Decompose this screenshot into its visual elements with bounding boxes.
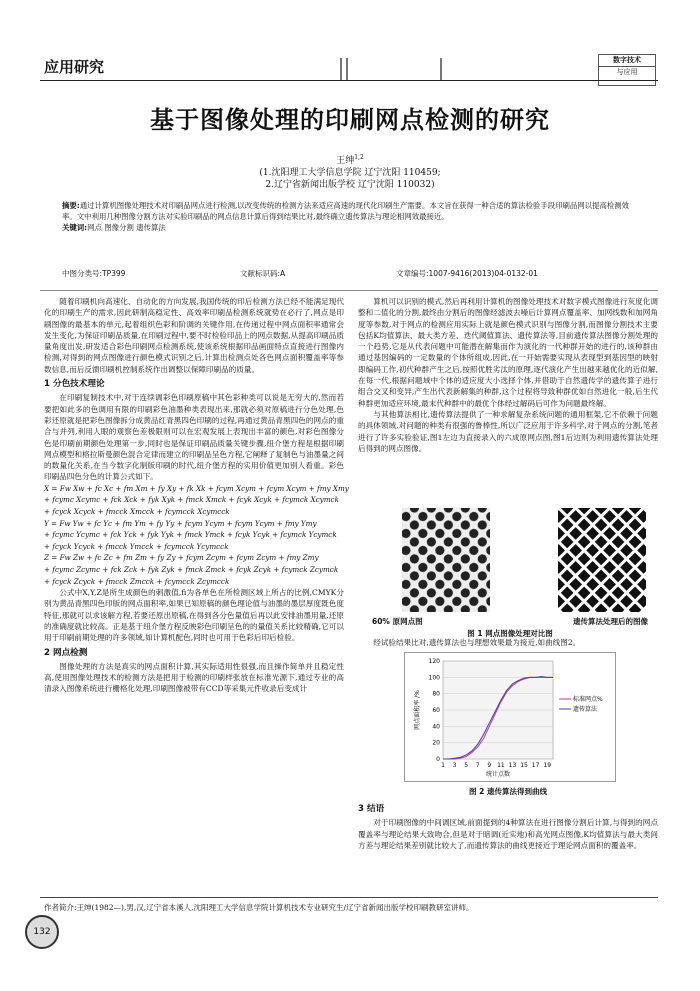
left-column xyxy=(44,296,349,695)
legend-label: 标准网点% xyxy=(573,696,603,703)
doc-code: 文献标识码:A xyxy=(240,269,286,278)
section-2-paragraph: 图像处理的方法是真实的网点面积计算,其实际适用性很强,而且操作简单并且稳定性高,使用图像处理技术的检测方法是把用于检测的印刷样张放在标准光源下,通过专业的高清录入图像系统进行栅格化处理,印刷图像被带有CCD等采集元件收录后变成计 xyxy=(44,661,344,694)
right-paragraph-1: 算机可以识别的模式,然后再利用计算机的图像处理技术对数字模式图像进行灰度化调整和二值化的分割,最终由分割后的图像经滤波去噪后计算网点覆盖率、加网线数和加网角度等参数,对于网点的检测应用实际上就是颜色模式识别与图像分割,而图像分割技术主要包括K均值算法、最大类方差、迭代阈值算法、遗传算法等,目前遗传算法图像分割处理的一个趋势,它是从代表问题中可能潜在解集而作为演化的一代种群开始的进行的,该种群由通过基因编码的一定数量的个体所组成,因此,在一开始需要实现从表现型到基因型的映射即编码工作,初代种群产生之后,按照优胜劣汰的原理,逐代演化产生出越来越优化的近似解,在每一代,根据问题域中个体的适应度大小选择个体,并借助于自然遗传学的遗传算子进行组合交叉和变异,产生出代表新解集的种群,这个过程将导致种群优如自然进化一般,后生代种群更加适应环境,最末代种群中的最优个体经过解码后可作为问题最终解。 xyxy=(358,297,658,408)
legend-label: 遗传算法 xyxy=(573,706,598,713)
figure-1 xyxy=(372,508,648,639)
x-axis-label: 统计点数 xyxy=(485,771,511,778)
right-paragraph-3: 经试验结果比对,遗传算法也与理想效果最为接近,如曲线图2。 xyxy=(373,638,581,647)
section-label: 应用研究 xyxy=(44,58,105,76)
article-number: 文章编号:1007-9416(2013)04-0132-01 xyxy=(396,269,538,278)
formula-explanation: 公式中X,Y,Z是所生成颜色的刺激值,fi为各单色在所检测区域上所占的比例,CMYK分别为黄品青黑四色印版的网点面积率,如果已知原稿的颜色理论值与油墨的墨层厚度既色度特征,那就可以求该解方程,若要还原出原稿,在得到各分色量值后再以此安排油墨用量,还原的准确度就比较高。正是基于纽介堡方程反映彩色印刷呈色的的量值关系比较精确,它可以用于印刷前期处理的许多领域,如计算机配色,同时也可用于色彩后印后检验。 xyxy=(44,588,344,643)
badge-top: 数字技术 xyxy=(599,55,655,67)
formula-line: + fcymc Xcymc + fck Xck + fyk Xyk + fmck Xmck + fcyk Xcyk + fcymck Xcymck xyxy=(44,495,339,505)
formula-line: + fcyck Zcyck + fmcck Zmcck + fcymcck Zcymcck xyxy=(44,576,230,586)
abstract-text: 通过计算机图像处理技术对印刷品网点进行检测,以改变传统的检测方法来适应高速的现代化印刷生产需要。本文旨在获得一种合适的算法检验手段印刷品网以提高检测效率。文中利用几种图像分割方法对实验印刷品的网点信息计算后得到结果比对,最终确立遗传算法与理论相网效最接近。 xyxy=(62,201,630,221)
x-tick-label: 5 xyxy=(464,762,469,769)
y-tick-label: 60 xyxy=(432,707,440,714)
y-tick-label: 120 xyxy=(428,658,440,665)
journal-badge xyxy=(598,54,656,86)
x-tick-label: 11 xyxy=(497,762,505,769)
formula-line: Z = Fw Zw + fc Zc + fm Zm + fy Zy + fcym Zcym + fcym Zcym + fmy Zmy xyxy=(44,553,319,563)
formula-line: + fcyck Ycyck + fmcck Ymcck + fcymcck Ycymcck xyxy=(44,541,229,551)
section-1-heading: 1 分色技术理论 xyxy=(44,379,105,390)
y-tick-label: 80 xyxy=(432,690,440,698)
figure-1-images xyxy=(372,508,648,612)
y-tick-label: 0 xyxy=(436,756,440,763)
y-tick-label: 20 xyxy=(432,739,440,747)
processed-dot-image xyxy=(558,508,646,612)
right-paragraph-2: 与其他算法相比,遗传算法提供了一种求解复杂系统问题的通用框架,它不依赖于问题的具体领域,对问题的种类有很强的鲁棒性,所以广泛应用于许多科学,对于网点的分割,笔者进行了许多实验验证,图1左边为直接录入的六成原网点图,图1后边则为利用遗传算法处理后得到的网点图像。 xyxy=(358,409,658,453)
clc-number: 中图分类号:TP399 xyxy=(62,269,126,278)
section-2-heading: 2 网点检测 xyxy=(44,647,88,658)
keywords-label: 关键词: xyxy=(62,223,88,232)
footer-rule xyxy=(40,897,658,898)
meta-separator xyxy=(40,290,658,291)
x-tick-label: 1 xyxy=(441,762,445,769)
abstract xyxy=(62,200,642,233)
affiliation-1: (1.沈阳理工大学信息学院 辽宁沈阳 110459; xyxy=(259,168,441,178)
author-block xyxy=(0,152,700,191)
section-1-paragraph: 在印刷复制技术中,对于连续调彩色印刷原稿中其色彩种类可以说是无穷大的,然而若要把如此多的色调用有限的印刷彩色油墨种类表现出来,那就必须对原稿进行分色处理,色彩还原就是把彩色图像拆分成黄品红青黑四色印刷的过程,再通过黄品青黑四色的网点的重合与并列,利用人眼的观察色差极限则可以在宏观发展上表现出丰富的颜色,对彩色图像分色是印刷前期颜色处理第一步,同时也是保证印刷品质量关键步骤,纽介堡方程是根据印刷网点模型和格拉斯曼颜色混合定律而建立的印刷品呈色方程,它阐释了复制色与油墨量之间的数量化关系,在当今数字化制版印刷的时代,纽介堡方程的实用价值更加别人看重。彩色印刷品四色分色的计算公式如下。 xyxy=(44,393,344,482)
formula-line: + fcyck Xcyck + fmcck Xmcck + fcymcck Xcymcck xyxy=(44,506,230,516)
x-tick-label: 7 xyxy=(475,762,480,769)
figure-1-left-label: 60% 原网点图 xyxy=(372,617,423,626)
x-tick-label: 19 xyxy=(543,762,552,769)
author-name: 王绅 xyxy=(336,156,355,166)
x-tick-label: 15 xyxy=(520,762,528,769)
chart-svg xyxy=(405,653,615,781)
badge-bottom: 与应用 xyxy=(616,68,638,76)
x-tick-label: 13 xyxy=(508,762,517,769)
abstract-label: 摘要: xyxy=(62,201,80,210)
formula-line: X = Fw Xw + fc Xc + fm Xm + fy Xy + fk Xk + fcym Xcym + fcym Xcym + fmy Xmy xyxy=(44,483,349,493)
formula-line: Y = Fw Yw + fc Yc + fm Ym + fy Yy + fcym Ycym + fcym Ycym + fmy Ymy xyxy=(44,518,317,528)
y-tick-label: 40 xyxy=(432,723,440,731)
right-paragraph-3-wrap xyxy=(358,637,658,648)
header-rule xyxy=(40,80,658,81)
y-tick-label: 100 xyxy=(428,674,440,682)
figure-1-caption: 图 1 网点图像处理对比图 xyxy=(467,629,553,638)
intro-paragraph: 随着印刷机向高速化、自动化的方向发展,我国传统的印后检测方法已经不能满足现代化的印刷生产的需求,因此研制高稳定性、高效率印刷品检测系统就势在必行了,网点是印刷图像的最基本的单元,起着组织色彩和阶调的关键作用,在传递过程中网点面积率通常会发生变化,为保证印刷品质量,在印刷过程中,要不时检验印品上的网点数据,从提高印刷品质量角度出发,研发适合彩色印刷网点检测系统,使该系统根据印品画面特点直接进行图像内检测,对得到的网点图像进行颜色模式识别之后,计算出检测点处各色网点面积覆盖率等参数信息,而后反馈印刷机控制系统作出调整以保障印刷品的质量。 xyxy=(44,297,344,374)
original-dot-image xyxy=(402,508,490,612)
figure-2-caption: 图 2 遗传算法得到曲线 xyxy=(469,787,547,796)
y-axis-label: 网点面积率 /% xyxy=(414,690,421,730)
formula-y xyxy=(44,518,344,553)
conclusion xyxy=(358,800,658,851)
section-3-heading: 3 结语 xyxy=(358,804,385,814)
x-tick-label: 9 xyxy=(487,762,492,769)
author-bio: 作者简介:王绅(1982—),男,汉,辽宁省本溪人,沈阳理工大学信息学院计算机技术专业研究生/辽宁省新闻出版学校印刷教研室讲师。 xyxy=(44,903,474,912)
x-tick-label: 3 xyxy=(452,762,457,769)
formula-line: + fcymc Zcymc + fck Zck + fyk Zyk + fmck Zmck + fcyk Zcyk + fcymck Zcymck xyxy=(44,564,339,574)
x-tick-label: 17 xyxy=(531,762,540,769)
formula-line: + fcymc Ycymc + fck Yck + fyk Yyk + fmck Ymck + fcyk Ycyk + fcymck Ycymck xyxy=(44,530,337,540)
formula-x xyxy=(44,483,349,518)
figure-1-right-label: 遗传算法处理后的图像 xyxy=(573,617,648,626)
paper-title: 基于图像处理的印刷网点检测的研究 xyxy=(150,105,550,134)
keywords: 网点 图像分割 遗传算法 xyxy=(87,223,166,232)
page-number: 132 xyxy=(25,915,59,949)
conclusion-paragraph: 对于印刷图像的中间调区域,前面提到的4种算法在进行图像分割后计算,与得到的网点覆盖率与理论结果大致吻合,但是对于暗调(近实地)和高光网点图像,K均值算法与最大类间方差与理论结果差别就比较大了,而遗传算法的曲线更接近于理论网点面积的覆盖率。 xyxy=(358,818,658,850)
right-column-top xyxy=(358,296,658,454)
formula-z xyxy=(44,552,344,587)
affiliation-2: 2.辽宁省新闻出版学校 辽宁沈阳 110032) xyxy=(265,180,435,190)
figure-2-chart xyxy=(404,652,616,782)
author-affil-marks: 1,2 xyxy=(354,154,364,161)
